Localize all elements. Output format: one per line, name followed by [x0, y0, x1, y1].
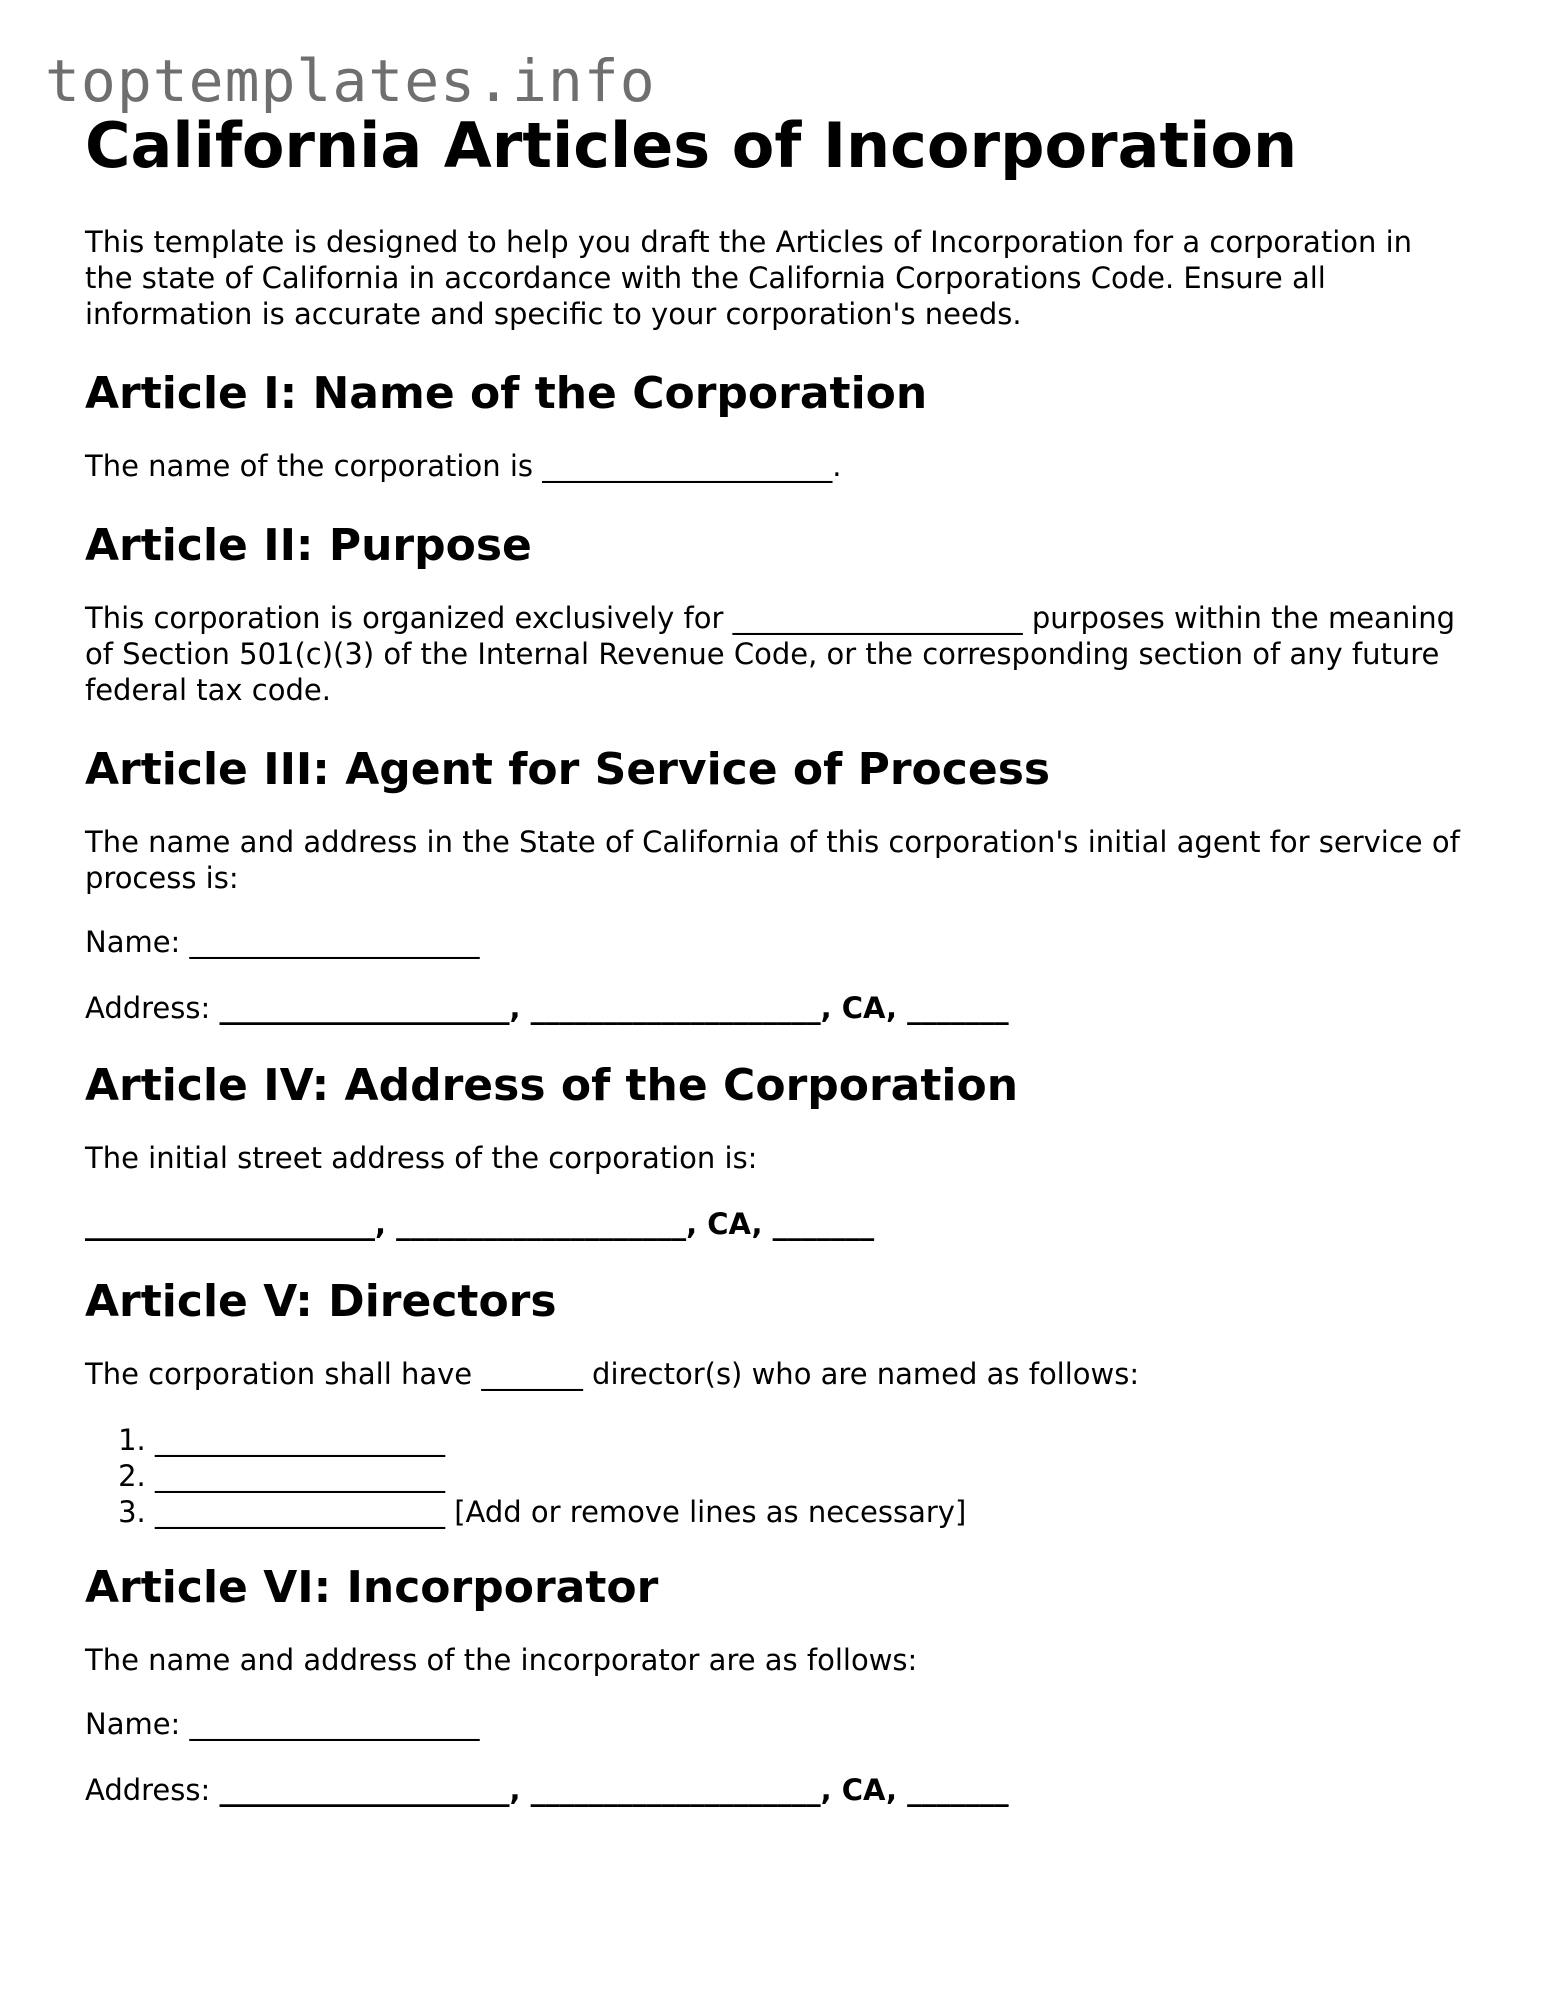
- agent-name-blank: ____________________: [189, 925, 480, 959]
- corporation-address-blank: ____________________, ____________________, CA, _______: [85, 1207, 875, 1241]
- incorporator-name-blank: ____________________: [189, 1707, 480, 1741]
- article-4-text: The initial street address of the corporation is:: [85, 1141, 758, 1175]
- directors-list: [85, 1422, 1465, 1530]
- incorporator-name-label: Name:: [85, 1707, 181, 1741]
- watermark-text: toptemplates.info: [45, 47, 656, 115]
- incorporator-address-label: Address:: [85, 1773, 211, 1807]
- article-3-heading: Article III: Agent for Service of Process: [85, 744, 1051, 795]
- agent-name-line: [85, 924, 1465, 960]
- director-line-3: 3. ____________________ [Add or remove lines as necessary]: [155, 1494, 1465, 1530]
- article-2-text: This corporation is organized exclusively for ____________________ purposes within the meaning of Section 501(c)(3) of the Internal Revenue Code, or the corresponding section of any future federal tax code.: [85, 601, 1456, 707]
- article-6-heading: Article VI: Incorporator: [85, 1562, 659, 1613]
- incorporator-name-line: [85, 1706, 1465, 1742]
- document-title: California Articles of Incorporation: [85, 109, 1298, 182]
- director-line-1: 1. ____________________: [155, 1422, 1465, 1458]
- incorporator-address-line: [85, 1772, 1465, 1808]
- intro-paragraph: This template is designed to help you draft the Articles of Incorporation for a corporation in the state of California in accordance with the California Corporations Code. Ensure all information is accurate and specific to your corporation's needs.: [85, 225, 1413, 331]
- article-4-heading: Article IV: Address of the Corporation: [85, 1060, 1019, 1111]
- article-1-heading: Article I: Name of the Corporation: [85, 368, 928, 419]
- article-1-text: The name of the corporation is ____________________.: [85, 449, 842, 483]
- director-line-2: 2. ____________________: [155, 1458, 1465, 1494]
- agent-address-blank: ____________________, ____________________, CA, _______: [219, 991, 1009, 1025]
- incorporator-address-blank: ____________________, ____________________, CA, _______: [219, 1773, 1009, 1807]
- article-5-heading: Article V: Directors: [85, 1276, 557, 1327]
- article-3-text: The name and address in the State of California of this corporation's initial agent for service of process is:: [85, 825, 1460, 895]
- article-2-heading: Article II: Purpose: [85, 520, 532, 571]
- article-5-text: The corporation shall have _______ director(s) who are named as follows:: [85, 1357, 1140, 1391]
- agent-address-line: [85, 990, 1465, 1026]
- article-6-text: The name and address of the incorporator are as follows:: [85, 1643, 918, 1677]
- agent-name-label: Name:: [85, 925, 181, 959]
- document-page: [85, 108, 1465, 1808]
- agent-address-label: Address:: [85, 991, 211, 1025]
